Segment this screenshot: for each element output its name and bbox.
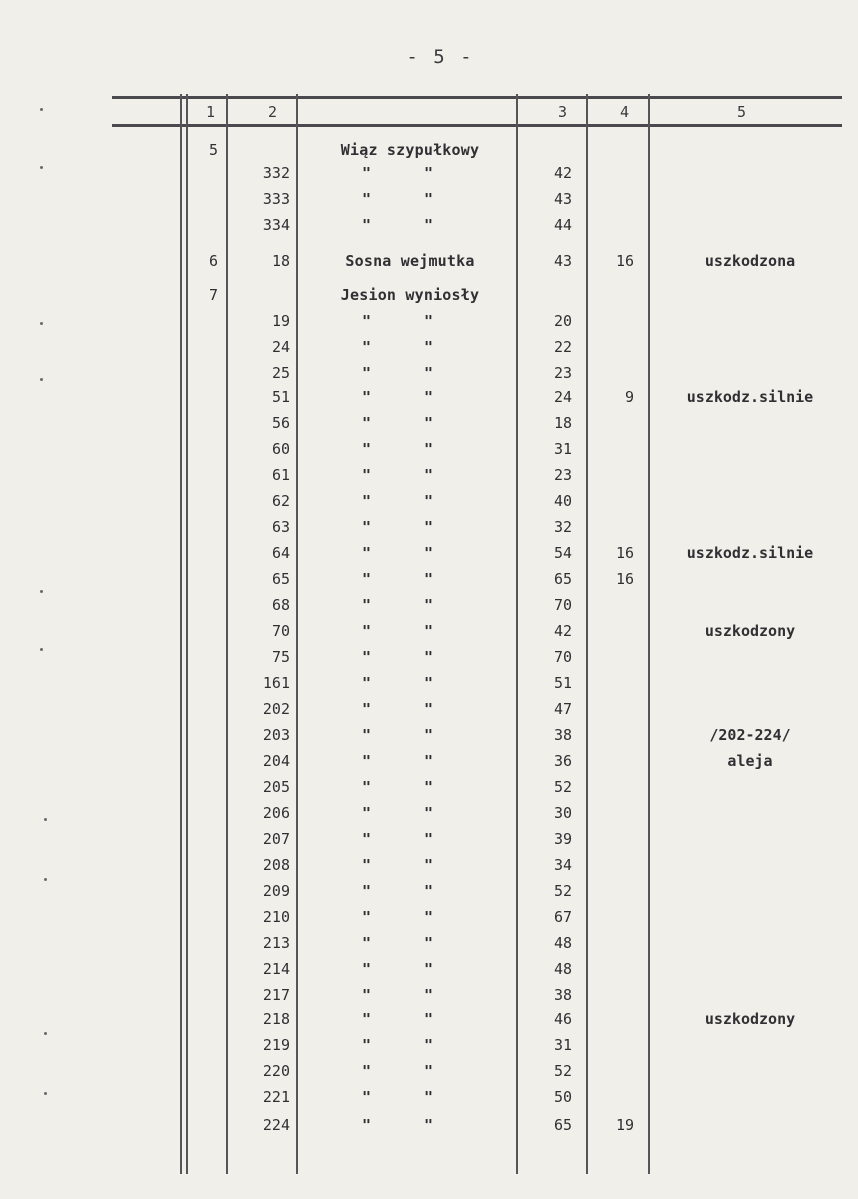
ditto-mark: " [424, 882, 434, 900]
tree-number: 62 [271, 492, 290, 510]
tree-number: 63 [271, 518, 290, 536]
value-col3: 20 [553, 312, 572, 330]
remark: uszkodz.silnie [686, 544, 814, 562]
margin-mark [44, 1032, 47, 1035]
ditto-mark: " [424, 1088, 434, 1106]
margin-mark [44, 818, 47, 821]
ditto-mark: " [362, 1088, 372, 1106]
tree-number: 208 [262, 856, 290, 874]
ditto-mark: " [362, 856, 372, 874]
remark: uszkodzony [704, 1010, 796, 1028]
margin-mark [44, 1092, 47, 1095]
ditto-mark: " [424, 960, 434, 978]
ditto-mark: " [362, 960, 372, 978]
ditto-mark: " [424, 804, 434, 822]
tree-number: 60 [271, 440, 290, 458]
ditto-mark: " [424, 830, 434, 848]
value-col3: 24 [553, 388, 572, 406]
margin-mark [40, 648, 43, 651]
header-col2: 2 [268, 103, 278, 121]
tree-number: 224 [262, 1116, 290, 1134]
ditto-mark: " [424, 544, 434, 562]
tree-number: 221 [262, 1088, 290, 1106]
tree-number: 161 [262, 674, 290, 692]
tree-number: 332 [262, 164, 290, 182]
value-col3: 51 [553, 674, 572, 692]
column-divider [516, 94, 518, 1174]
ditto-mark: " [424, 440, 434, 458]
tree-number: 333 [262, 190, 290, 208]
tree-number: 25 [271, 364, 290, 382]
ditto-mark: " [424, 518, 434, 536]
header-bottom-rule [112, 124, 842, 127]
value-col4: 9 [624, 388, 634, 406]
column-divider [180, 94, 182, 1174]
ditto-mark: " [424, 596, 434, 614]
ditto-mark: " [362, 570, 372, 588]
column-divider [648, 94, 650, 1174]
value-col3: 31 [553, 1036, 572, 1054]
value-col3: 50 [553, 1088, 572, 1106]
tree-number: 210 [262, 908, 290, 926]
remark: /202-224/ [709, 726, 791, 744]
ditto-mark: " [362, 804, 372, 822]
margin-mark [40, 378, 43, 381]
value-col3: 23 [553, 364, 572, 382]
value-col3: 42 [553, 622, 572, 640]
tree-number: 205 [262, 778, 290, 796]
tree-number: 217 [262, 986, 290, 1004]
value-col3: 52 [553, 1062, 572, 1080]
ditto-mark: " [424, 466, 434, 484]
ditto-mark: " [424, 856, 434, 874]
value-col3: 31 [553, 440, 572, 458]
ditto-mark: " [362, 518, 372, 536]
value-col3: 65 [553, 1116, 572, 1134]
tree-number: 24 [271, 338, 290, 356]
ditto-mark: " [362, 700, 372, 718]
ditto-mark: " [424, 934, 434, 952]
ditto-mark: " [424, 570, 434, 588]
ditto-mark: " [362, 1062, 372, 1080]
ditto-mark: " [424, 1116, 434, 1134]
header-col3: 3 [558, 103, 568, 121]
ditto-mark: " [424, 492, 434, 510]
value-col3: 36 [553, 752, 572, 770]
ditto-mark: " [362, 414, 372, 432]
ditto-mark: " [424, 778, 434, 796]
value-col3: 18 [553, 414, 572, 432]
tree-number: 19 [271, 312, 290, 330]
value-col3: 42 [553, 164, 572, 182]
ditto-mark: " [424, 414, 434, 432]
value-col3: 44 [553, 216, 572, 234]
margin-mark [44, 878, 47, 881]
ditto-mark: " [362, 596, 372, 614]
tree-number: 70 [271, 622, 290, 640]
ditto-mark: " [362, 648, 372, 666]
tree-number: 207 [262, 830, 290, 848]
value-col3: 70 [553, 596, 572, 614]
margin-mark [40, 108, 43, 111]
value-col3: 34 [553, 856, 572, 874]
ditto-mark: " [362, 882, 372, 900]
tree-number: 18 [271, 252, 290, 270]
ditto-mark: " [362, 364, 372, 382]
species-name: Sosna wejmutka [345, 252, 475, 270]
value-col4: 16 [615, 252, 634, 270]
ditto-mark: " [362, 312, 372, 330]
ditto-mark: " [362, 216, 372, 234]
ditto-mark: " [424, 726, 434, 744]
column-divider [586, 94, 588, 1174]
value-col3: 43 [553, 252, 572, 270]
group-number: 5 [208, 141, 218, 159]
ditto-mark: " [362, 544, 372, 562]
value-col4: 16 [615, 544, 634, 562]
value-col3: 32 [553, 518, 572, 536]
header-col4: 4 [620, 103, 630, 121]
tree-number: 209 [262, 882, 290, 900]
ditto-mark: " [424, 388, 434, 406]
tree-number: 65 [271, 570, 290, 588]
remark: uszkodz.silnie [686, 388, 814, 406]
table-top-rule [112, 96, 842, 99]
ditto-mark: " [362, 440, 372, 458]
ditto-mark: " [362, 492, 372, 510]
ditto-mark: " [424, 986, 434, 1004]
ditto-mark: " [424, 1062, 434, 1080]
value-col3: 40 [553, 492, 572, 510]
value-col3: 30 [553, 804, 572, 822]
ditto-mark: " [362, 466, 372, 484]
tree-number: 203 [262, 726, 290, 744]
ditto-mark: " [424, 190, 434, 208]
ditto-mark: " [424, 312, 434, 330]
ditto-mark: " [362, 752, 372, 770]
value-col3: 23 [553, 466, 572, 484]
ditto-mark: " [362, 934, 372, 952]
ditto-mark: " [362, 1010, 372, 1028]
ditto-mark: " [424, 364, 434, 382]
value-col3: 38 [553, 726, 572, 744]
ditto-mark: " [424, 164, 434, 182]
tree-number: 206 [262, 804, 290, 822]
species-name: Wiąz szypułkowy [340, 141, 480, 159]
ditto-mark: " [424, 700, 434, 718]
value-col3: 67 [553, 908, 572, 926]
ditto-mark: " [424, 648, 434, 666]
tree-number: 214 [262, 960, 290, 978]
species-name: Jesion wyniosły [340, 286, 480, 304]
ditto-mark: " [362, 908, 372, 926]
value-col3: 65 [553, 570, 572, 588]
ditto-mark: " [362, 726, 372, 744]
tree-number: 64 [271, 544, 290, 562]
value-col3: 39 [553, 830, 572, 848]
tree-number: 75 [271, 648, 290, 666]
column-divider [186, 94, 188, 1174]
ditto-mark: " [362, 164, 372, 182]
header-col1: 1 [206, 103, 216, 121]
value-col3: 70 [553, 648, 572, 666]
tree-number: 204 [262, 752, 290, 770]
ditto-mark: " [424, 216, 434, 234]
tree-number: 68 [271, 596, 290, 614]
value-col3: 47 [553, 700, 572, 718]
ditto-mark: " [362, 338, 372, 356]
header-col5: 5 [737, 103, 747, 121]
ditto-mark: " [362, 1036, 372, 1054]
remark: aleja [727, 752, 773, 770]
ditto-mark: " [424, 1010, 434, 1028]
ditto-mark: " [362, 830, 372, 848]
margin-mark [40, 166, 43, 169]
value-col3: 43 [553, 190, 572, 208]
margin-mark [40, 322, 43, 325]
group-number: 7 [208, 286, 218, 304]
value-col3: 22 [553, 338, 572, 356]
value-col4: 19 [615, 1116, 634, 1134]
ditto-mark: " [362, 1116, 372, 1134]
tree-number: 219 [262, 1036, 290, 1054]
value-col3: 52 [553, 778, 572, 796]
tree-number: 334 [262, 216, 290, 234]
remark: uszkodzona [704, 252, 796, 270]
ditto-mark: " [362, 778, 372, 796]
tree-number: 56 [271, 414, 290, 432]
ditto-mark: " [362, 622, 372, 640]
margin-mark [40, 590, 43, 593]
value-col4: 16 [615, 570, 634, 588]
value-col3: 52 [553, 882, 572, 900]
tree-number: 202 [262, 700, 290, 718]
value-col3: 48 [553, 960, 572, 978]
ditto-mark: " [424, 338, 434, 356]
group-number: 6 [208, 252, 218, 270]
remark: uszkodzony [704, 622, 796, 640]
ditto-mark: " [362, 986, 372, 1004]
tree-number: 218 [262, 1010, 290, 1028]
ditto-mark: " [424, 1036, 434, 1054]
value-col3: 48 [553, 934, 572, 952]
ditto-mark: " [424, 752, 434, 770]
tree-number: 213 [262, 934, 290, 952]
ditto-mark: " [424, 908, 434, 926]
tree-number: 51 [271, 388, 290, 406]
column-divider [296, 94, 298, 1174]
value-col3: 46 [553, 1010, 572, 1028]
page-number: - 5 - [406, 46, 474, 68]
value-col3: 54 [553, 544, 572, 562]
tree-number: 61 [271, 466, 290, 484]
ditto-mark: " [362, 674, 372, 692]
ditto-mark: " [424, 674, 434, 692]
ditto-mark: " [362, 388, 372, 406]
ditto-mark: " [362, 190, 372, 208]
value-col3: 38 [553, 986, 572, 1004]
ditto-mark: " [424, 622, 434, 640]
tree-number: 220 [262, 1062, 290, 1080]
